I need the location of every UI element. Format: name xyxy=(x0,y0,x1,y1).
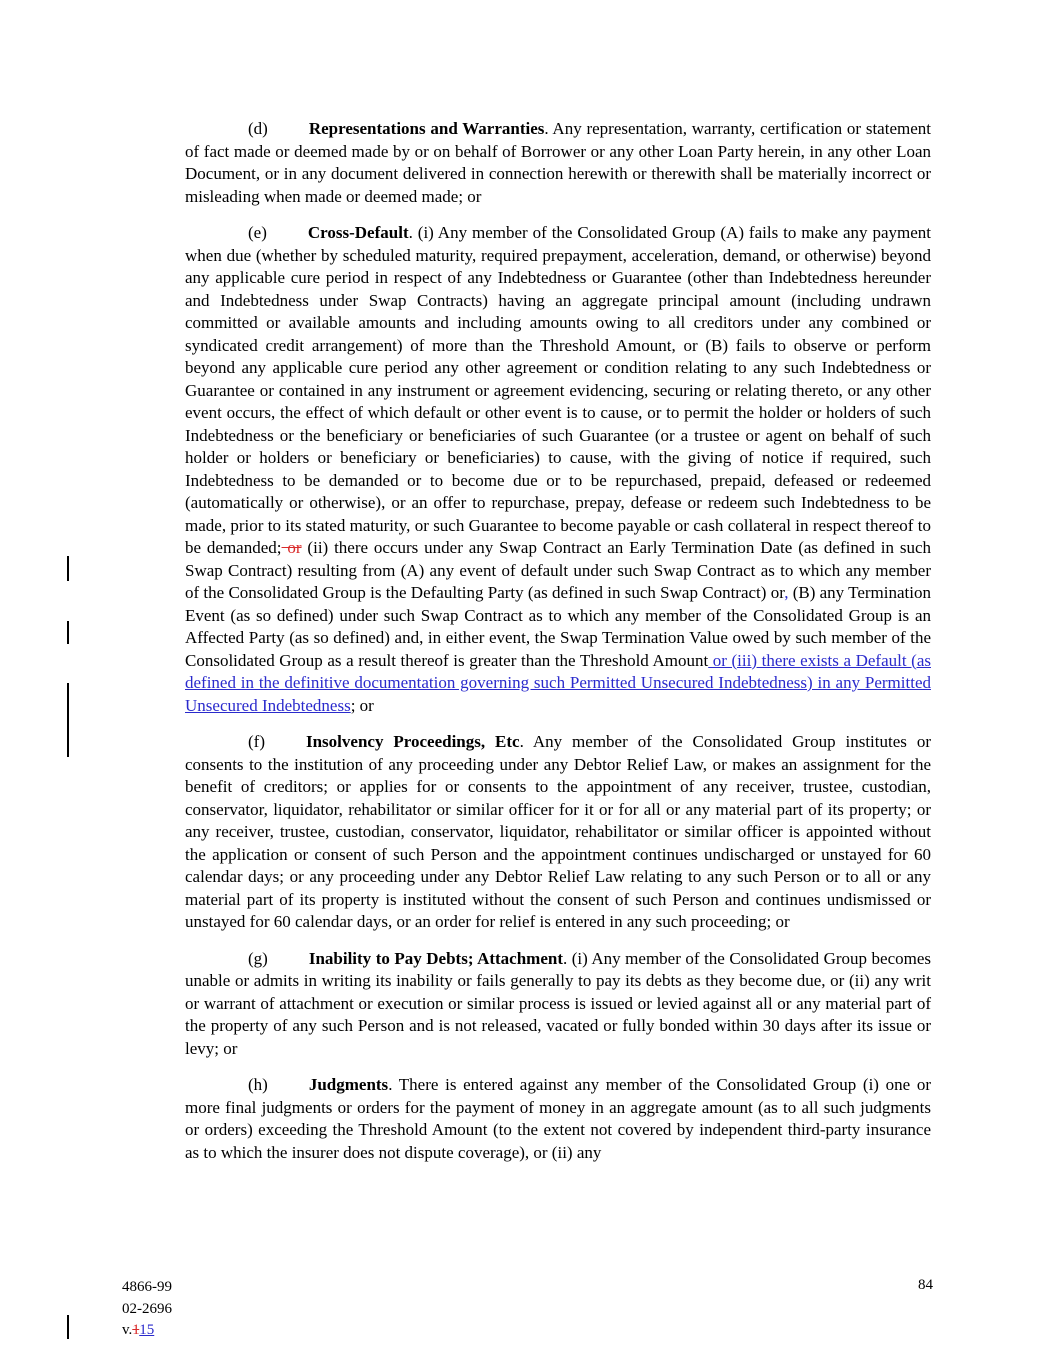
version-prefix: v. xyxy=(122,1322,133,1338)
text-segment: . Any representation, warranty, certification or statement of fact made or deemed made by or on behalf of Borrower or any other Loan Party herein, in any other Loan Document, or in any document delivered in connection herewith or therewith shall be materially incorrect or misleading when made or deemed made; or xyxy=(185,119,931,206)
paragraph-label: (d) xyxy=(248,119,268,138)
section-heading: Cross-Default xyxy=(307,223,409,242)
deleted-version-number: 1 xyxy=(132,1322,140,1338)
text-segment: . There is entered against any member of the Consolidated Group (i) one or more final judgments or orders for the payment of money in an aggregate amount (as to all such judgments or orders) exceeding the Threshold Amount (to the extent not covered by independent third-party insurance as to which the insurer does not dispute coverage), or (ii) any xyxy=(185,1075,931,1162)
text-segment: . (i) Any member of the Consolidated Group (A) fails to make any payment when due (whether by scheduled maturity, required prepayment, acceleration, demand, or otherwise) beyond any applicable cure period in respect of any Indebtedness or Guarantee (other than Indebtedness hereunder and Indebtedness under Swap Contracts) having an aggregate principal amount (including undrawn committed or available amounts and including amounts owing to all creditors under any combined or syndicated credit arrangement) of more than the Threshold Amount, or (B) fails to observe or perform beyond any applicable cure period any other agreement or condition relating to any such Indebtedness or Guarantee or contained in any instrument or agreement evidencing, securing or relating thereto, or any other event occurs, the effect of which default or other event is to cause, or to permit the holder or holders of such Indebtedness or the beneficiary or beneficiaries of such Guarantee (or a trustee or agent on behalf of such holder or holders or beneficiary or beneficiaries) to cause, with the giving of notice if required, such Indebtedness to be demanded or to become due or to be repurchased, prepaid, defeased or redeemed (automatically or otherwise), or an offer to repurchase, prepay, defease or redeem such Indebtedness to be made, prior to its stated maturity, or such Guarantee to become payable or cash collateral in respect thereof to be demanded; xyxy=(185,223,931,557)
paragraph-f xyxy=(185,731,931,934)
change-bar xyxy=(67,556,69,581)
text-segment: (ii) there occurs under any Swap Contract an Early Termination Date (as defined in such Swap Contract) resulting from (A) any event of default under such Swap Contract as to which any member of the Consolidated Group is the Defaulting Party (as defined in such Swap Contract) or xyxy=(185,538,932,602)
paragraph-label: (h) xyxy=(248,1075,268,1094)
document-body xyxy=(185,118,931,1164)
section-heading: Insolvency Proceedings, Etc xyxy=(305,732,520,751)
change-bar xyxy=(67,683,69,757)
paragraph-h xyxy=(185,1074,931,1164)
page-number: 84 xyxy=(918,1277,933,1293)
inserted-text: or (iii) there exists a Default (as defined in the definitive documentation governing such Permitted Unsecured Indebtedness) in any Permitted Unsecured Indebtedness xyxy=(185,650,931,715)
section-heading: Judgments xyxy=(308,1075,389,1094)
paragraph-label: (g) xyxy=(248,948,268,968)
inserted-text: , xyxy=(784,583,789,602)
paragraph-label: (f) xyxy=(248,732,265,751)
text-segment: . (i) Any member of the Consolidated Group becomes unable or admits in writing its inability or fails generally to pay its debts as they become due, or (ii) any writ or warrant of attachment or execution or similar process is issued or levied against all or any material part of the property of any such Person and is not released, vacated or fully bonded within 30 days after its issue or levy; or xyxy=(185,948,932,1058)
paragraph-e xyxy=(185,222,931,717)
text-segment: ; or xyxy=(350,695,374,715)
text-segment: (B) any Termination Event (as so defined) under such Swap Contract as to which any member of the Consolidated Group is an Affected Party (as so defined) and, in either event, the Swap Termination Value owed by such member of the Consolidated Group as a result thereof is greater than the Threshold Amount xyxy=(185,583,931,670)
text-segment: . Any member of the Consolidated Group institutes or consents to the institution of any proceeding under any Debtor Relief Law, or makes an assignment for the benefit of creditors; or applies for or consents to the appointment of any receiver, trustee, custodian, conservator, liquidator, rehabilitator or similar officer for it or for all or any material part of its property; or any receiver, trustee, custodian, conservator, liquidator, rehabilitator or similar officer is appointed without the application or consent of such Person and the appointment continues undischarged or unstayed for 60 calendar days; or any proceeding under any Debtor Relief Law relating to any such Person or to all or any material part of its property is instituted without the consent of such Person and continues undismissed or unstayed for 60 calendar days, or an order for relief is entered in any such proceeding; or xyxy=(185,732,931,931)
section-heading: Representations and Warranties xyxy=(308,119,545,138)
paragraph-d xyxy=(185,118,931,208)
document-id-line: 02-2696 xyxy=(122,1300,172,1317)
document-id-block xyxy=(122,1277,172,1342)
paragraph-label: (e) xyxy=(248,223,267,242)
change-bar xyxy=(67,1315,69,1339)
change-bar xyxy=(67,621,69,644)
paragraph-g xyxy=(185,948,931,1061)
inserted-version-number: 15 xyxy=(139,1322,155,1338)
document-id-line: 4866-99 xyxy=(122,1279,172,1295)
deleted-text: or xyxy=(281,538,302,557)
section-heading: Inability to Pay Debts; Attachment xyxy=(308,948,563,968)
version-line xyxy=(122,1320,172,1342)
